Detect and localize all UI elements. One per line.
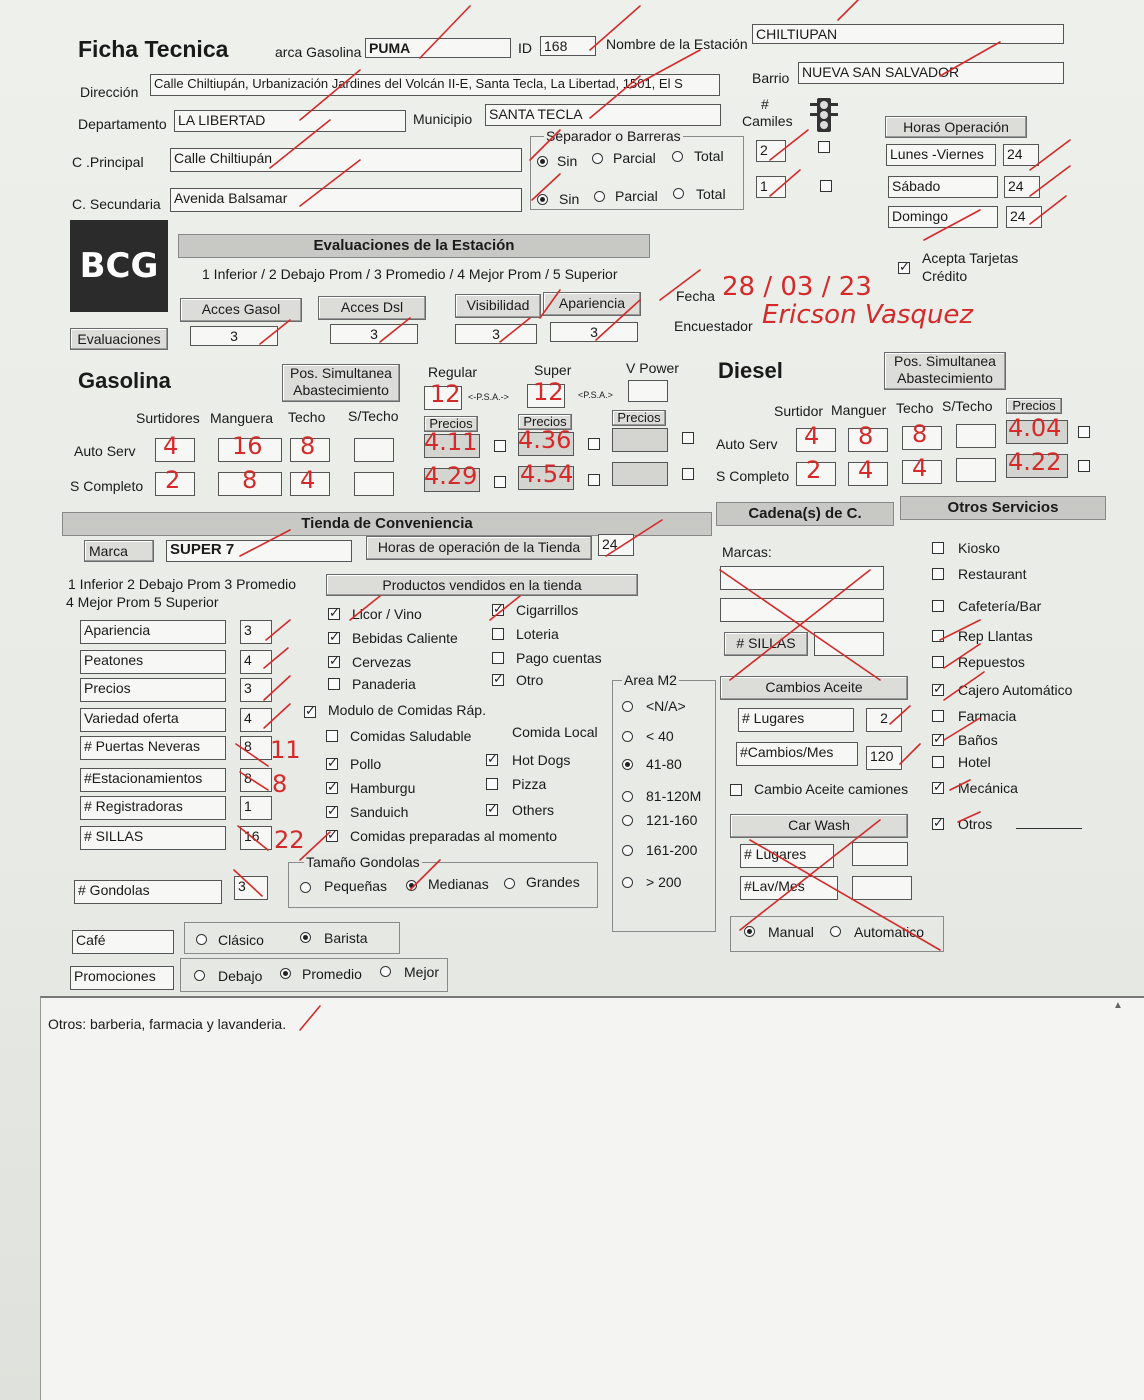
- eval-acces-gasol-label: Acces Gasol: [180, 298, 302, 322]
- gondola-medianas-label: Medianas: [428, 876, 489, 892]
- id-label: ID: [518, 40, 532, 56]
- dsl-auto-serv-label: Auto Serv: [716, 436, 778, 452]
- gas-auto-vpower-checkbox[interactable]: [682, 432, 694, 444]
- area-radio-3[interactable]: [622, 791, 633, 802]
- gas-col-techo: Techo: [288, 409, 326, 425]
- rating-field-3[interactable]: 4: [240, 708, 272, 732]
- horas-sabado-label: Sábado: [888, 176, 998, 198]
- gas-precios-vpower-header: Precios: [612, 410, 666, 426]
- marca-gasolina-field[interactable]: PUMA: [365, 38, 511, 58]
- gas-comp-stecho-field[interactable]: [354, 472, 394, 496]
- sep1-parcial-radio[interactable]: [592, 153, 603, 164]
- psa-label: <-P.S.A.->: [468, 392, 509, 402]
- gas-comp-precio-vpower-field[interactable]: [612, 462, 668, 486]
- productos-header: Productos vendidos en la tienda: [326, 574, 638, 596]
- comida-left-checkbox-2[interactable]: [326, 782, 338, 794]
- producto-left-label-2: Cervezas: [352, 654, 412, 670]
- rating-label-6: # Registradoras: [80, 796, 226, 820]
- sep2-parcial-label: Parcial: [615, 188, 658, 204]
- puertas-neveras-correction: 11: [270, 736, 301, 764]
- rating-label-5: #Estacionamientos: [80, 768, 226, 792]
- producto-left-checkbox-2[interactable]: [328, 656, 340, 668]
- fecha-handwritten: 28 / 03 / 23: [722, 272, 872, 302]
- scroll-up-icon[interactable]: ▲: [1113, 1000, 1123, 1011]
- dsl-auto-precio-hw: 4.04: [1008, 414, 1062, 442]
- otros-checkbox-0[interactable]: [932, 542, 944, 554]
- estacionamientos-correction: 8: [272, 770, 288, 798]
- otros-label-6: Farmacia: [958, 708, 1017, 724]
- dsl-comp-manguer-hw: 4: [858, 456, 874, 484]
- gas-auto-precio-vpower-field[interactable]: [612, 428, 668, 452]
- producto-left-label-0: Licor / Vino: [352, 606, 422, 622]
- marcas-field-2[interactable]: [720, 598, 884, 622]
- promo-debajo-label: Debajo: [218, 968, 263, 984]
- cw-manual-label: Manual: [768, 924, 814, 940]
- tienda-header: Tienda de Conveniencia: [62, 512, 712, 536]
- otros-label-10: Otros: [958, 816, 993, 832]
- producto-right-label-3: Otro: [516, 672, 544, 688]
- gas-col-manguera: Manguera: [210, 410, 274, 426]
- gas-auto-regular-checkbox[interactable]: [494, 440, 506, 452]
- cw-lugares-field[interactable]: [852, 842, 908, 866]
- barrio-label: Barrio: [752, 70, 790, 86]
- otros-checkbox-3[interactable]: [932, 630, 944, 642]
- gas-comp-surtidores-hw: 2: [165, 466, 181, 494]
- evaluaciones-header: Evaluaciones de la Estación: [178, 234, 650, 258]
- producto-right-checkbox-2[interactable]: [492, 652, 504, 664]
- sep1-total-label: Total: [694, 148, 724, 164]
- bcg-logo: BCG: [70, 220, 168, 312]
- eval-visibilidad-field[interactable]: 3: [455, 324, 537, 344]
- comida-right-checkbox-2[interactable]: [486, 804, 498, 816]
- tienda-scale-1: 1 Inferior 2 Debajo Prom 3 Promedio: [68, 576, 296, 592]
- gas-comp-techo-hw: 4: [300, 466, 316, 494]
- gas-pos-sim-line2: Abastecimiento: [293, 382, 389, 398]
- rating-field-6[interactable]: 1: [240, 796, 272, 820]
- comida-local-label: Comida Local: [512, 724, 598, 740]
- tienda-horas-label: Horas de operación de la Tienda: [366, 536, 592, 560]
- comida-left-checkbox-0[interactable]: [326, 730, 338, 742]
- producto-left-checkbox-3[interactable]: [328, 678, 340, 690]
- cadena-header: Cadena(s) de C.: [716, 502, 894, 526]
- tienda-marca-label: Marca: [84, 540, 154, 562]
- cambios-aceite-header: Cambios Aceite: [720, 676, 908, 700]
- cafe-clasico-label: Clásico: [218, 932, 264, 948]
- producto-left-checkbox-1[interactable]: [328, 632, 340, 644]
- sep1-total-radio[interactable]: [672, 151, 683, 162]
- comida-right-label-1: Pizza: [512, 776, 547, 792]
- semaforo-2-checkbox[interactable]: [820, 180, 832, 192]
- marcas-label: Marcas:: [722, 544, 772, 560]
- gondola-grandes-label: Grandes: [526, 874, 580, 890]
- otros-blank-line: [1016, 828, 1082, 829]
- notes-area[interactable]: [40, 996, 1144, 1400]
- estacion-field[interactable]: CHILTIUPAN: [752, 24, 1064, 44]
- separador-label: Separador o Barreras: [546, 128, 681, 144]
- cw-auto-radio[interactable]: [830, 926, 841, 937]
- comida-left-checkbox-4[interactable]: [326, 830, 338, 842]
- cw-auto-label: Automatico: [854, 924, 925, 940]
- gas-auto-techo-hw: 8: [300, 432, 316, 460]
- producto-right-label-0: Cigarrillos: [516, 602, 579, 618]
- modulo-comidas-checkbox[interactable]: [304, 706, 316, 718]
- cadena-sillas-label: # SILLAS: [724, 632, 808, 656]
- tienda-marca-field[interactable]: SUPER 7: [166, 540, 352, 562]
- comida-right-label-0: Hot Dogs: [512, 752, 571, 768]
- otros-checkbox-5[interactable]: [932, 684, 944, 696]
- id-field[interactable]: 168: [540, 36, 596, 56]
- horas-domingo-label: Domingo: [888, 206, 998, 228]
- carwash-header: Car Wash: [730, 814, 908, 838]
- producto-right-checkbox-1[interactable]: [492, 628, 504, 640]
- area-radio-1[interactable]: [622, 731, 633, 742]
- otros-label-0: Kiosko: [958, 540, 1001, 556]
- otros-checkbox-9[interactable]: [932, 782, 944, 794]
- rating-field-7[interactable]: 16: [240, 826, 272, 850]
- area-radio-0[interactable]: [622, 701, 633, 712]
- gondola-pequenas-label: Pequeñas: [324, 878, 388, 894]
- dsl-comp-techo-hw: 4: [912, 454, 928, 482]
- otros-checkbox-6[interactable]: [932, 710, 944, 722]
- super-psa-handwritten: 12: [533, 378, 564, 406]
- departamento-label: Departamento: [78, 116, 167, 132]
- cambio-lugares-field[interactable]: 2: [866, 708, 902, 732]
- cw-manual-radio[interactable]: [744, 926, 755, 937]
- encuestador-handwritten: Ericson Vasquez: [762, 300, 974, 330]
- vpower-label: V Power: [626, 360, 679, 376]
- dsl-col-surtidor: Surtidor: [774, 403, 824, 419]
- notes-text: Otros: barberia, farmacia y lavanderia.: [48, 1016, 287, 1032]
- dsl-pos-sim-header: [884, 352, 1006, 390]
- otros-checkbox-7[interactable]: [932, 734, 944, 746]
- sep2-parcial-radio[interactable]: [594, 191, 605, 202]
- eval-visibilidad-label: Visibilidad: [455, 294, 541, 318]
- area-label-2: 41-80: [646, 756, 682, 772]
- c-principal-label: C .Principal: [72, 154, 144, 170]
- gas-comp-super-checkbox[interactable]: [588, 474, 600, 486]
- otros-label-8: Hotel: [958, 754, 991, 770]
- cw-lav-field[interactable]: [852, 876, 912, 900]
- otros-checkbox-4[interactable]: [932, 656, 944, 668]
- area-group: [612, 680, 716, 932]
- otros-checkbox-2[interactable]: [932, 600, 944, 612]
- area-label-4: 121-160: [646, 812, 698, 828]
- gas-comp-precio-super-hw: 4.54: [520, 460, 574, 488]
- dsl-col-manguer: Manguer: [831, 402, 887, 418]
- dsl-comp-stecho-field[interactable]: [956, 458, 996, 482]
- gas-auto-stecho-field[interactable]: [354, 438, 394, 462]
- eval-apariencia-field[interactable]: 3: [550, 322, 638, 342]
- rating-label-2: Precios: [80, 678, 226, 702]
- dsl-auto-checkbox[interactable]: [1078, 426, 1090, 438]
- direccion-label: Dirección: [80, 84, 139, 100]
- eval-apariencia-label: Apariencia: [543, 292, 641, 316]
- gas-auto-super-checkbox[interactable]: [588, 438, 600, 450]
- acepta-credito-label: Crédito: [922, 268, 968, 284]
- marcas-field-1[interactable]: [720, 566, 884, 590]
- comida-left-label-2: Hamburgu: [350, 780, 416, 796]
- dsl-auto-surtidor-hw: 4: [804, 422, 820, 450]
- gondola-medianas-radio[interactable]: [406, 880, 417, 891]
- gas-auto-precio-regular-hw: 4.11: [424, 428, 478, 456]
- comida-left-label-4: Comidas preparadas al momento: [350, 828, 557, 844]
- form-title: Ficha Tecnica: [78, 36, 229, 62]
- encuestador-label: Encuestador: [674, 318, 753, 334]
- dsl-precios-header: Precios: [1006, 398, 1062, 414]
- area-radio-4[interactable]: [622, 815, 633, 826]
- cafe-barista-radio[interactable]: [300, 932, 311, 943]
- horas-operacion-header: Horas Operación: [885, 116, 1027, 138]
- rating-label-1: Peatones: [80, 650, 226, 674]
- c-principal-field[interactable]: Calle Chiltiupán: [170, 148, 522, 172]
- dsl-col-techo: Techo: [896, 400, 934, 416]
- gondola-grandes-radio[interactable]: [504, 878, 515, 889]
- fecha-label: Fecha: [676, 288, 715, 304]
- area-radio-5[interactable]: [622, 845, 633, 856]
- producto-left-label-1: Bebidas Caliente: [352, 630, 458, 646]
- gondolas-field[interactable]: 3: [234, 876, 268, 900]
- barrio-field[interactable]: NUEVA SAN SALVADOR: [798, 62, 1064, 84]
- gas-col-stecho: S/Techo: [348, 408, 399, 424]
- gas-comp-regular-checkbox[interactable]: [494, 476, 506, 488]
- acepta-tarjetas-label: Acepta Tarjetas: [922, 250, 1019, 266]
- promo-debajo-radio[interactable]: [194, 970, 205, 981]
- marca-gasolina-label: arca Gasolina: [275, 44, 362, 60]
- horas-lv-label: Lunes -Viernes: [886, 144, 996, 166]
- camiones-checkbox[interactable]: [730, 784, 742, 796]
- comida-left-label-0: Comidas Saludable: [350, 728, 472, 744]
- regular-psa-handwritten: 12: [430, 380, 461, 408]
- otros-label-3: Rep Llantas: [958, 628, 1033, 644]
- eval-acces-dsl-label: Acces Dsl: [318, 296, 426, 320]
- otros-checkbox-10[interactable]: [932, 818, 944, 830]
- producto-right-label-1: Loteria: [516, 626, 559, 642]
- otros-checkbox-8[interactable]: [932, 756, 944, 768]
- eval-acces-gasol-field[interactable]: 3: [190, 326, 278, 346]
- cambios-mes-field[interactable]: 120: [866, 746, 902, 770]
- sillas-correction: 22: [274, 826, 305, 854]
- gasolina-title: Gasolina: [78, 368, 171, 393]
- camiles-hash: #: [761, 96, 769, 112]
- gondolas-size-title: Tamaño Gondolas: [306, 854, 420, 870]
- gas-comp-vpower-checkbox[interactable]: [682, 468, 694, 480]
- rating-label-3: Variedad oferta: [80, 708, 226, 732]
- gas-auto-manguera-hw: 16: [232, 432, 263, 460]
- promo-promedio-label: Promedio: [302, 966, 362, 982]
- dsl-col-stecho: S/Techo: [942, 398, 993, 414]
- gas-pos-sim-line1: Pos. Simultanea: [290, 365, 392, 381]
- promo-promedio-radio[interactable]: [280, 968, 291, 979]
- cafe-clasico-radio[interactable]: [196, 934, 207, 945]
- gas-comp-precio-regular-hw: 4.29: [424, 462, 478, 490]
- regular-label: Regular: [428, 364, 478, 380]
- camiles-2-field[interactable]: 1: [756, 176, 786, 198]
- evaluaciones-scale: 1 Inferior / 2 Debajo Prom / 3 Promedio / 4 Mejor Prom / 5 Superior: [202, 266, 618, 282]
- horas-sabado-field[interactable]: 24: [1004, 176, 1040, 198]
- gas-pos-sim-header: [282, 364, 400, 402]
- area-title: Area M2: [624, 672, 677, 688]
- rating-field-5[interactable]: 8: [240, 768, 272, 792]
- dsl-comp-checkbox[interactable]: [1078, 460, 1090, 472]
- municipio-label: Municipio: [413, 111, 473, 127]
- comida-left-checkbox-1[interactable]: [326, 758, 338, 770]
- cw-lugares-label: # Lugares: [740, 844, 834, 868]
- otros-label-5: Cajero Automático: [958, 682, 1073, 698]
- area-label-5: 161-200: [646, 842, 698, 858]
- dsl-comp-precio-hw: 4.22: [1008, 448, 1062, 476]
- horas-domingo-field[interactable]: 24: [1006, 206, 1042, 228]
- promo-mejor-radio[interactable]: [380, 966, 391, 977]
- rating-field-4[interactable]: 8: [240, 736, 272, 760]
- gas-auto-precio-super-hw: 4.36: [518, 426, 572, 454]
- sep2-sin-label: Sin: [559, 191, 580, 207]
- acepta-tarjetas-checkbox[interactable]: [898, 262, 910, 274]
- otros-label-4: Repuestos: [958, 654, 1025, 670]
- rating-label-0: Apariencia: [80, 620, 226, 644]
- vpower-psa-field[interactable]: [628, 380, 668, 402]
- dsl-s-completo-label: S Completo: [716, 468, 790, 484]
- gondolas-label: # Gondolas: [74, 880, 222, 904]
- rating-label-4: # Puertas Neveras: [80, 736, 226, 760]
- comida-left-checkbox-3[interactable]: [326, 806, 338, 818]
- cafe-label: Café: [72, 930, 174, 954]
- diesel-title: Diesel: [718, 358, 783, 383]
- traffic-light-icon: [808, 96, 840, 134]
- otros-label-1: Restaurant: [958, 566, 1027, 582]
- sep1-sin-label: Sin: [557, 153, 578, 169]
- municipio-field[interactable]: SANTA TECLA: [485, 104, 721, 126]
- otros-servicios-header: Otros Servicios: [900, 496, 1106, 520]
- evaluaciones-row-label: Evaluaciones: [70, 328, 168, 350]
- otros-label-9: Mecánica: [958, 780, 1018, 796]
- dsl-pos-sim-line1: Pos. Simultanea: [894, 353, 996, 369]
- dsl-pos-sim-line2: Abastecimiento: [897, 370, 993, 386]
- sep1-parcial-label: Parcial: [613, 150, 656, 166]
- otros-label-7: Baños: [958, 732, 998, 748]
- area-label-6: > 200: [646, 874, 682, 890]
- estacion-label: Nombre de la Estación: [606, 36, 748, 52]
- c-secundaria-label: C. Secundaria: [72, 196, 161, 212]
- rating-field-0[interactable]: 3: [240, 620, 272, 644]
- comida-right-checkbox-1[interactable]: [486, 778, 498, 790]
- modulo-comidas-label: Modulo de Comidas Ráp.: [328, 702, 486, 718]
- dsl-auto-techo-hw: 8: [912, 420, 928, 448]
- camiones-label: Cambio Aceite camiones: [754, 781, 909, 797]
- area-label-1: < 40: [646, 728, 674, 744]
- horas-lv-field[interactable]: 24: [1003, 144, 1039, 166]
- sep2-sin-radio[interactable]: [537, 194, 548, 205]
- area-label-3: 81-120M: [646, 788, 702, 804]
- psa2-label: <P.S.A.>: [578, 390, 613, 400]
- rating-field-2[interactable]: 3: [240, 678, 272, 702]
- gas-s-completo-label: S Completo: [70, 478, 144, 494]
- cambios-mes-label: #Cambios/Mes: [736, 742, 858, 766]
- eval-acces-dsl-field[interactable]: 3: [330, 324, 418, 344]
- gas-precios-regular-header: Precios: [424, 416, 478, 432]
- tienda-horas-field[interactable]: 24: [598, 534, 634, 556]
- promociones-label: Promociones: [70, 966, 174, 990]
- area-radio-6[interactable]: [622, 877, 633, 888]
- comida-left-label-3: Sanduich: [350, 804, 409, 820]
- super-label: Super: [534, 362, 572, 378]
- c-secundaria-field[interactable]: Avenida Balsamar: [170, 188, 522, 212]
- otros-label-2: Cafetería/Bar: [958, 598, 1042, 614]
- area-label-0: <N/A>: [646, 698, 686, 714]
- cadena-sillas-field[interactable]: [814, 632, 884, 656]
- dsl-auto-manguer-hw: 8: [858, 422, 874, 450]
- comida-left-label-1: Pollo: [350, 756, 382, 772]
- gondola-pequenas-radio[interactable]: [300, 882, 311, 893]
- comida-right-checkbox-0[interactable]: [486, 754, 498, 766]
- promo-mejor-label: Mejor: [404, 964, 440, 980]
- area-radio-2[interactable]: [622, 759, 633, 770]
- producto-left-checkbox-0[interactable]: [328, 608, 340, 620]
- dsl-comp-surtidor-hw: 2: [806, 456, 822, 484]
- departamento-field[interactable]: LA LIBERTAD: [174, 110, 406, 132]
- dsl-auto-stecho-field[interactable]: [956, 424, 996, 448]
- sep2-total-radio[interactable]: [673, 188, 684, 199]
- producto-right-checkbox-3[interactable]: [492, 674, 504, 686]
- tienda-scale-2: 4 Mejor Prom 5 Superior: [66, 594, 219, 610]
- semaforo-1-checkbox[interactable]: [818, 141, 830, 153]
- producto-right-checkbox-0[interactable]: [492, 604, 504, 616]
- sep2-total-label: Total: [696, 186, 726, 202]
- gas-auto-surtidores-hw: 4: [163, 432, 179, 460]
- otros-checkbox-1[interactable]: [932, 568, 944, 580]
- direccion-field[interactable]: Calle Chiltiupán, Urbanización Jardines del Volcán II-E, Santa Tecla, La Libertad, 1501, El S: [150, 74, 720, 96]
- rating-field-1[interactable]: 4: [240, 650, 272, 674]
- cafe-barista-label: Barista: [324, 930, 368, 946]
- producto-right-label-2: Pago cuentas: [516, 650, 602, 666]
- cambio-lugares-label: # Lugares: [738, 708, 854, 732]
- cw-lav-label: #Lav/Mes: [740, 876, 838, 900]
- comida-right-label-2: Others: [512, 802, 555, 818]
- rating-label-7: # SILLAS: [80, 826, 226, 850]
- camiles-1-field[interactable]: 2: [756, 140, 786, 162]
- camiles-label: Camiles: [742, 113, 793, 129]
- gas-precios-super-header: Precios: [518, 414, 572, 430]
- gas-auto-serv-label: Auto Serv: [74, 443, 136, 459]
- gas-comp-manguera-hw: 8: [242, 466, 258, 494]
- sep1-sin-radio[interactable]: [537, 156, 548, 167]
- gas-col-surtidores: Surtidores: [136, 410, 200, 426]
- producto-left-label-3: Panaderia: [352, 676, 416, 692]
